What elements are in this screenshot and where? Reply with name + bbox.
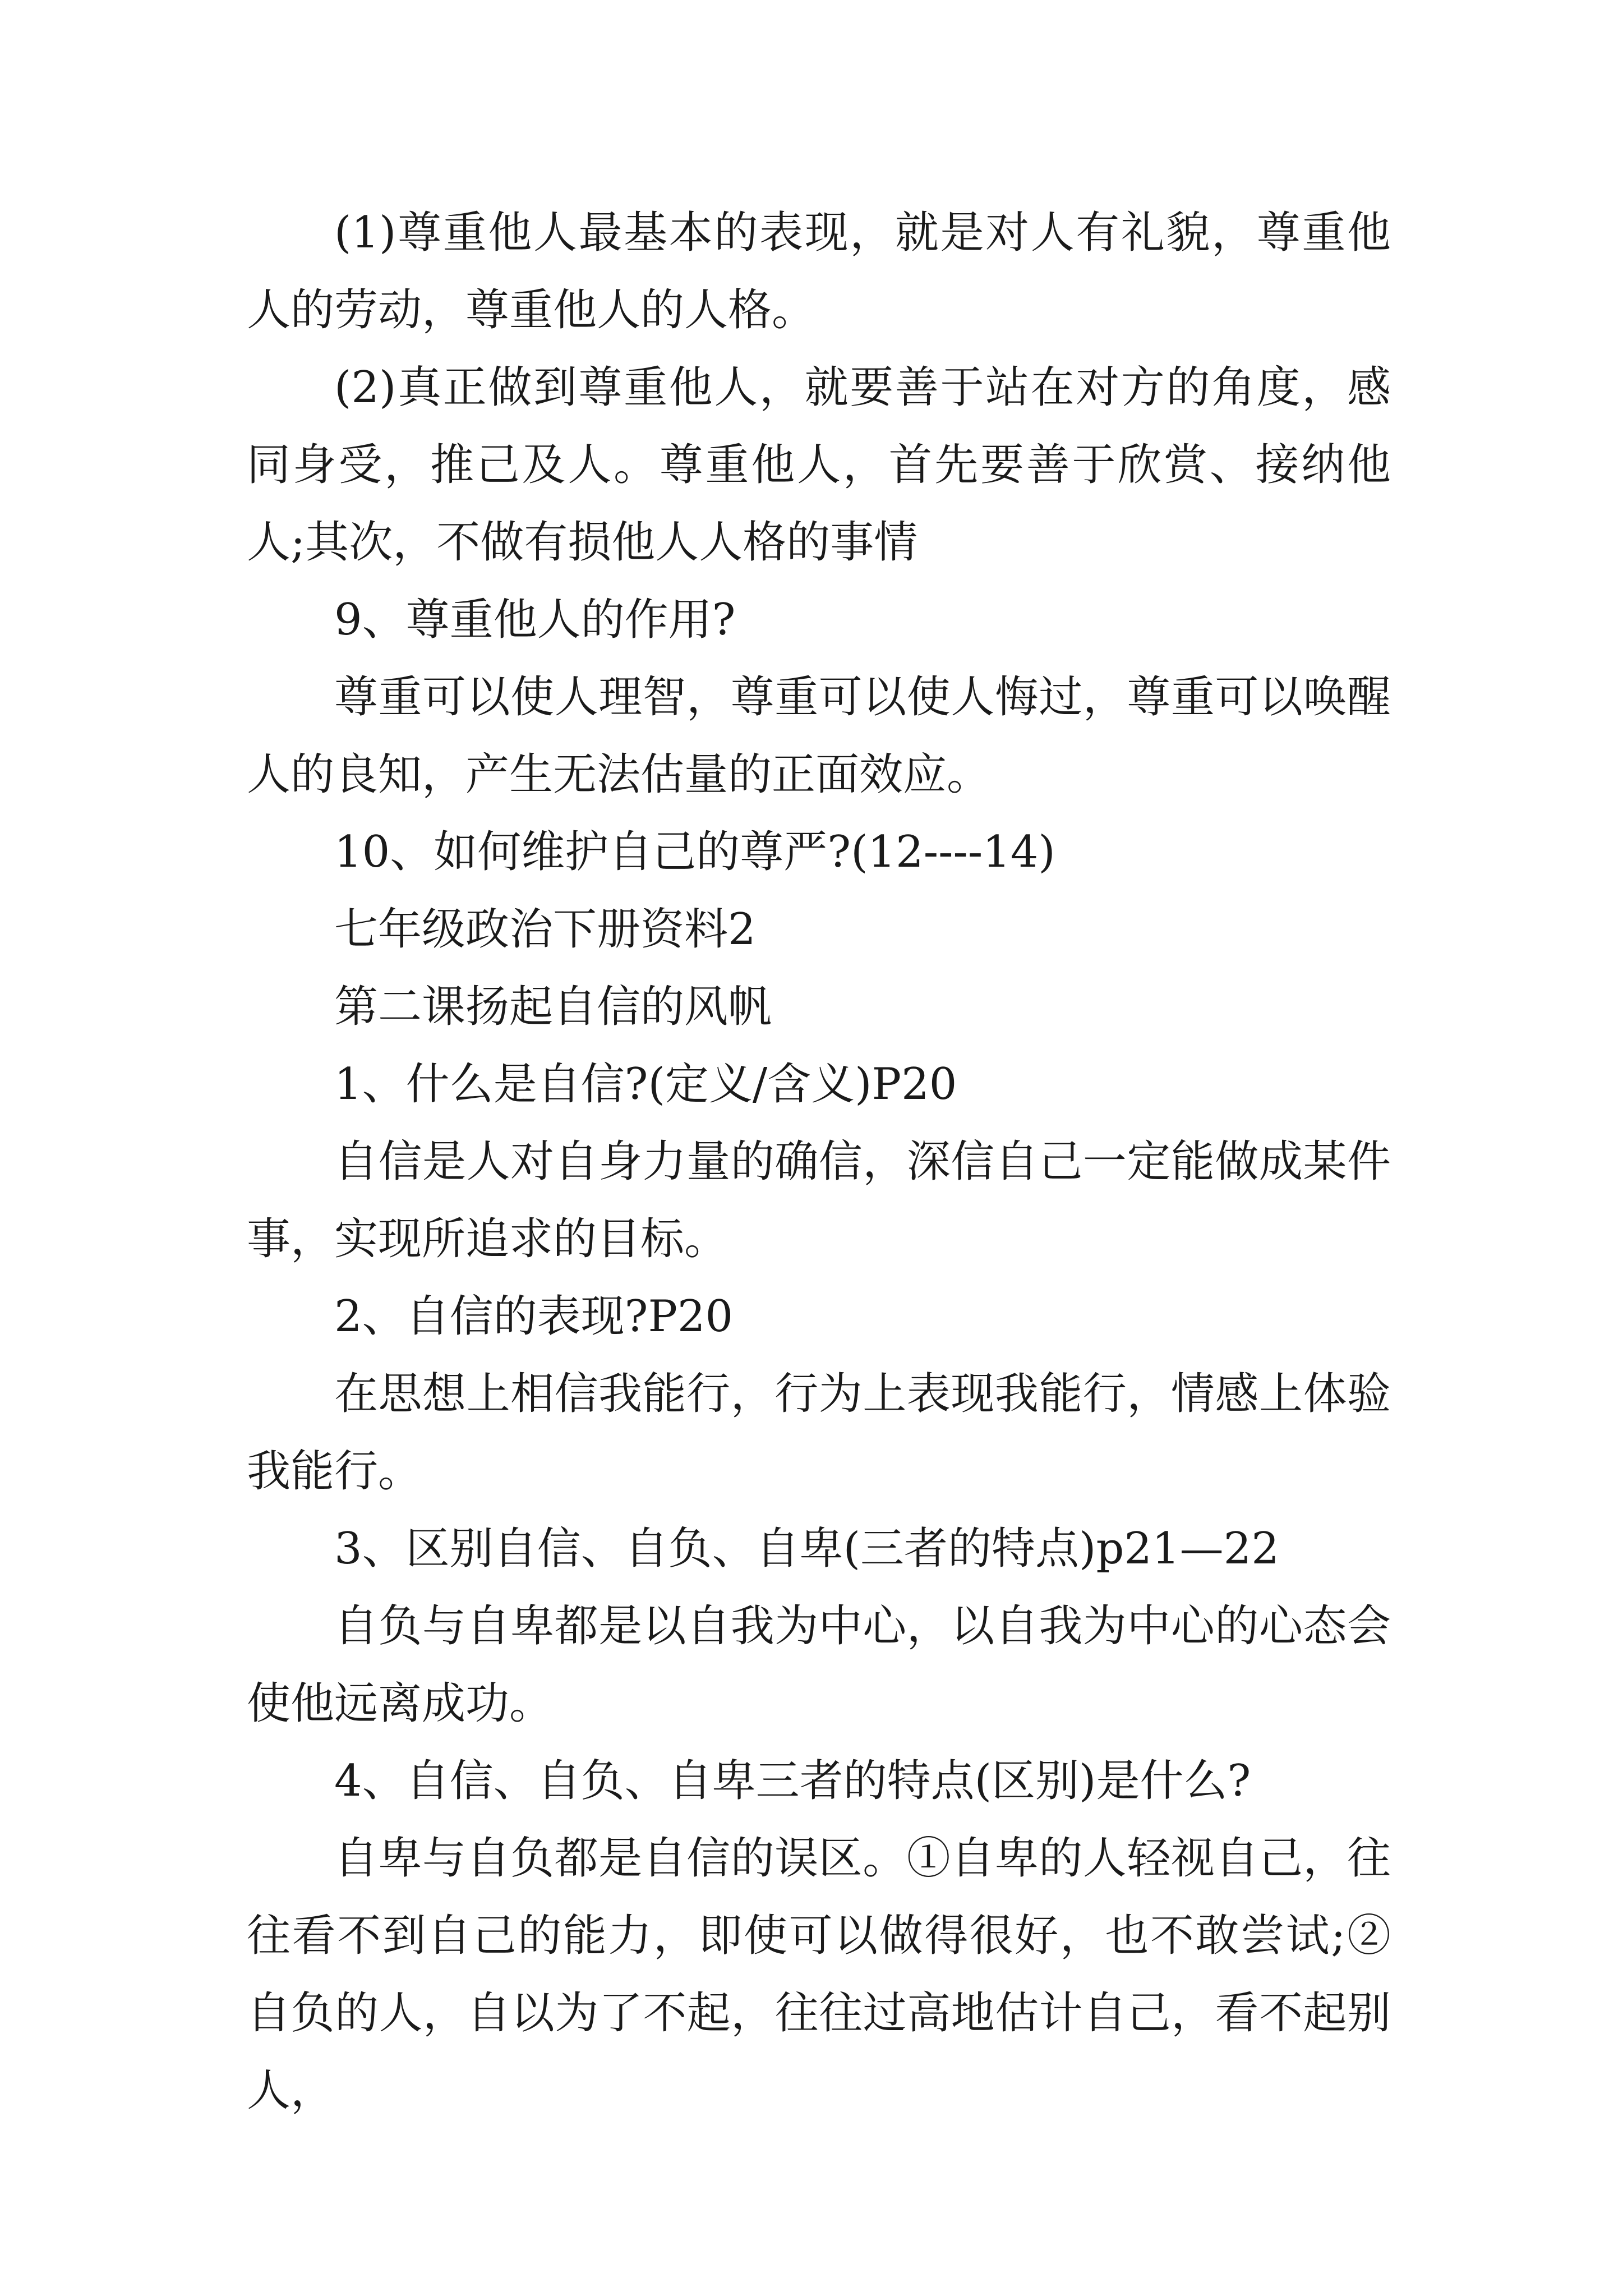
paragraph-respect-practice: (2)真正做到尊重他人，就要善于站在对方的角度，感同身受，推己及人。尊重他人，首先要善于欣赏、接纳他人;其次，不做有损他人人格的事情	[247, 362, 1391, 568]
lesson-title: 第二课扬起自信的风帆	[334, 982, 772, 1032]
question-2: 2、自信的表现?P20	[334, 1291, 734, 1342]
answer-3: 自负与自卑都是以自我为中心，以自我为中心的心态会使他远离成功。	[247, 1601, 1391, 1729]
section-heading: 七年级政治下册资料2	[334, 904, 756, 955]
answer-9: 尊重可以使人理智，尊重可以使人悔过，尊重可以唤醒人的良知，产生无法估量的正面效应。	[247, 672, 1391, 800]
paragraph-respect-basic: (1)尊重他人最基本的表现，就是对人有礼貌，尊重他人的劳动，尊重他人的人格。	[247, 208, 1391, 335]
answer-1: 自信是人对自身力量的确信，深信自己一定能做成某件事，实现所追求的目标。	[247, 1137, 1391, 1264]
question-9: 9、尊重他人的作用?	[334, 595, 736, 645]
question-1: 1、什么是自信?(定义/含义)P20	[334, 1059, 957, 1110]
question-3: 3、区别自信、自负、自卑(三者的特点)p21—22	[334, 1524, 1279, 1574]
document-body	[247, 194, 1391, 2129]
question-10: 10、如何维护自己的尊严?(12----14)	[334, 827, 1055, 877]
answer-4: 自卑与自负都是自信的误区。①自卑的人轻视自己，往往看不到自己的能力，即使可以做得很好，也不敢尝试;②自负的人，自以为了不起，往往过高地估计自己，看不起别人，	[247, 1833, 1391, 2116]
answer-2: 在思想上相信我能行，行为上表现我能行，情感上体验我能行。	[247, 1369, 1391, 1497]
question-4: 4、自信、自负、自卑三者的特点(区别)是什么?	[334, 1756, 1251, 1806]
